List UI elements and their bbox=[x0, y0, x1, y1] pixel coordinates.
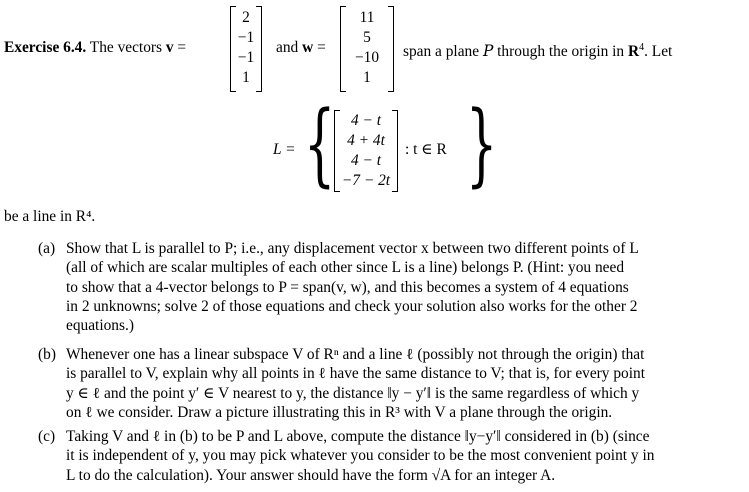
part-line: y ∈ ℓ and the point y′ ∈ V nearest to y, the distance ‖y − y′‖ is the same regardless of which y bbox=[66, 384, 640, 402]
part-line: Whenever one has a linear subspace V of Rⁿ and a line ℓ (possibly not through the origin) that bbox=[66, 346, 645, 363]
v-name: v bbox=[165, 39, 174, 56]
part-line: Taking V and ℓ in (b) to be P and L above, compute the distance ‖y−y′‖ considered in (b) (since bbox=[66, 428, 650, 445]
part-line: equations.) bbox=[66, 317, 134, 335]
part-label: (b) bbox=[38, 346, 56, 363]
part-line: L to do the calculation). Your answer should have the form √A for an integer A. bbox=[66, 466, 556, 484]
part-line: it is independent of y, you may pick whatever you consider to be the most convenient point y in bbox=[66, 447, 655, 465]
line-name: L = bbox=[273, 141, 296, 158]
part-label: (c) bbox=[38, 428, 56, 445]
exercise-label: Exercise 6.4. bbox=[4, 39, 87, 56]
w-entry: 5 bbox=[363, 29, 371, 46]
part-line: on ℓ we consider. Draw a picture illustrating this in R³ with V a plane through the origin. bbox=[66, 403, 613, 421]
w-entry: 1 bbox=[363, 69, 371, 86]
w-entry: 11 bbox=[359, 9, 375, 26]
v-entry: −1 bbox=[237, 29, 255, 46]
v-entry: −1 bbox=[237, 49, 255, 66]
w-name: w bbox=[302, 39, 314, 56]
vector-v bbox=[230, 6, 262, 92]
left-set-brace: { bbox=[303, 92, 336, 197]
v-entry: 2 bbox=[242, 9, 250, 26]
part-line: in 2 unknowns; solve 2 of those equations and check your solution also works for the other 2 bbox=[66, 297, 638, 315]
vector-w bbox=[340, 6, 394, 92]
line-entry: 4 − t bbox=[350, 152, 382, 169]
space-symbol: R bbox=[627, 43, 640, 60]
part-line: Show that L is parallel to P; i.e., any displacement vector x between two different points of L bbox=[66, 240, 639, 257]
line-entry: −7 − 2t bbox=[341, 172, 391, 189]
right-set-brace: } bbox=[465, 92, 498, 197]
plane-symbol: P bbox=[482, 42, 494, 60]
v-entry: 1 bbox=[242, 69, 250, 86]
line-vector bbox=[334, 110, 398, 192]
part-line: to show that a 4-vector belongs to P = span(v, w), and this becomes a system of 4 equations bbox=[66, 278, 629, 296]
part-line: (all of which are scalar multiples of each other since L is a line) belongs P. (Hint: you need bbox=[66, 259, 625, 277]
line-entry: 4 − t bbox=[350, 112, 382, 129]
and-w: and w = bbox=[276, 39, 326, 56]
span-text: span a plane P through the origin in $R^4$. Let bbox=[403, 42, 673, 60]
be-line-text: be a line in R⁴. bbox=[4, 208, 96, 225]
intro-text: The vectors bbox=[89, 39, 163, 56]
set-condition: : t ∈ R bbox=[405, 141, 447, 158]
w-entry: −10 bbox=[354, 49, 380, 66]
exercise-header: Exercise 6.4. The vectors v = bbox=[4, 39, 187, 56]
line-entry: 4 + 4t bbox=[347, 132, 385, 149]
part-label: (a) bbox=[38, 240, 56, 257]
part-line: is parallel to V, explain why all points in ℓ have the same distance to V; that is, for every point bbox=[66, 365, 645, 383]
